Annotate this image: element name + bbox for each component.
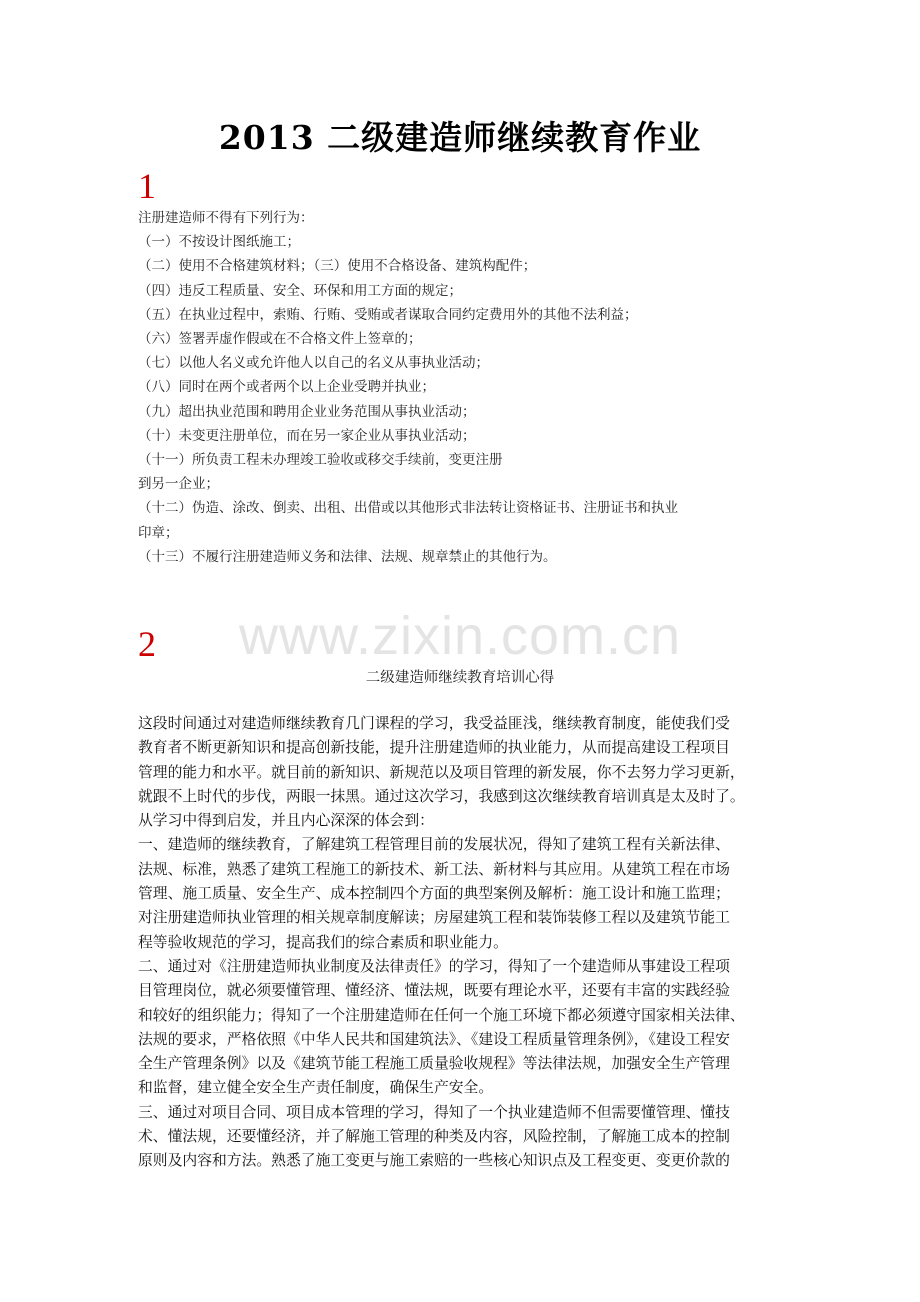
section-1-line: （二）使用不合格建筑材料；（三）使用不合格设备、建筑构配件； (138, 258, 537, 275)
section-2-line: 程等验收规范的学习，提高我们的综合素质和职业能力。 (138, 933, 508, 951)
section-1-line: （八）同时在两个或者两个以上企业受聘并执业； (138, 379, 435, 396)
section-2-number: 2 (138, 624, 156, 664)
watermark: www.zixin.com.cn (238, 606, 682, 666)
section-1-line: （一）不按设计图纸施工； (138, 234, 300, 251)
section-2-line: 二、通过对《注册建造师执业制度及法律责任》的学习，得知了一个建造师从事建设工程项 (138, 957, 730, 975)
document-title: 2013 二级建造师继续教育作业 (218, 118, 702, 157)
section-2-line: 管理、施工质量、安全生产、成本控制四个方面的典型案例及解析：施工设计和施工监理； (138, 885, 730, 903)
section-1-line: （十三）不履行注册建造师义务和法律、法规、规章禁止的其他行为。 (138, 548, 557, 565)
section-1-line: （五）在执业过程中，索贿、行贿、受贿或者谋取合同约定费用外的其他不法利益； (138, 306, 638, 323)
section-2-line: 法规、标准，熟悉了建筑工程施工的新技术、新工法、新材料与其应用。从建筑工程在市场 (138, 860, 730, 878)
section-2-line: 和监督，建立健全安全生产责任制度，确保生产安全。 (138, 1079, 494, 1097)
section-1-line: 到另一企业； (138, 476, 219, 493)
section-1-line: （六）签署弄虚作假或在不合格文件上签章的； (138, 331, 422, 348)
section-1-line: （七）以他人名义或允许他人以自己的名义从事执业活动； (138, 355, 489, 372)
section-1-line: 印章； (138, 524, 179, 541)
section-2-line: 教育者不断更新知识和提高创新技能，提升注册建造师的执业能力，从而提高建设工程项目 (138, 739, 730, 757)
section-2-line: 管理的能力和水平。就目前的新知识、新规范以及项目管理的新发展，你不去努力学习更新， (138, 763, 745, 781)
section-2-line: 对注册建造师执业管理的相关规章制度解读；房屋建筑工程和装饰装修工程以及建筑节能工 (138, 909, 730, 927)
section-1-line: （四）违反工程质量、安全、环保和用工方面的规定； (138, 282, 462, 299)
section-2-line: 就跟不上时代的步伐，两眼一抹黑。通过这次学习，我感到这次继续教育培训真是太及时了。 (138, 787, 745, 805)
section-1-line: （十二）伪造、涂改、倒卖、出租、出借或以其他形式非法转让资格证书、注册证书和执业 (138, 500, 678, 517)
section-2-line: 全生产管理条例》以及《建筑节能工程施工质量验收规程》等法律法规，加强安全生产管理 (138, 1055, 730, 1073)
section-1-line: （九）超出执业范围和聘用企业业务范围从事执业活动； (138, 403, 476, 420)
section-1-number: 1 (138, 166, 156, 206)
section-2-line: 一、建造师的继续教育，了解建筑工程管理目前的发展状况，得知了建筑工程有关新法律、 (138, 836, 730, 854)
section-2-line: 原则及内容和方法。熟悉了施工变更与施工索赔的一些核心知识点及工程变更、变更价款的 (138, 1152, 730, 1170)
section-2-line: 法规的要求，严格依照《中华人民共和国建筑法》、《建设工程质量管理条例》，《建设工程安 (138, 1030, 730, 1048)
section-2-line: 从学习中得到启发，并且内心深深的体会到： (138, 812, 434, 830)
section-2-body (138, 712, 788, 1174)
section-2-line: 术、懂法规，还要懂经济，并了解施工管理的种类及内容，风险控制，了解施工成本的控制 (138, 1128, 730, 1146)
section-2-line: 目管理岗位，就必须要懂管理、懂经济、懂法规，既要有理论水平，还要有丰富的实践经验 (138, 982, 730, 1000)
section-1-line: （十一）所负责工程未办理竣工验收或移交手续前，变更注册 (138, 452, 503, 469)
section-2-line: 这段时间通过对建造师继续教育几门课程的学习，我受益匪浅，继续教育制度，能使我们受 (138, 715, 730, 732)
section-1-body (138, 206, 788, 569)
section-2-subtitle: 二级建造师继续教育培训心得 (365, 670, 555, 686)
section-2-line: 三、通过对项目合同、项目成本管理的学习，得知了一个执业建造师不但需要懂管理、懂技 (138, 1103, 730, 1121)
section-1-line: 注册建造师不得有下列行为： (138, 210, 314, 226)
section-1-line: （十）未变更注册单位，而在另一家企业从事执业活动； (138, 427, 476, 444)
section-2-line: 和较好的组织能力；得知了一个注册建造师在任何一个施工环境下都必须遵守国家相关法律、 (138, 1006, 745, 1024)
